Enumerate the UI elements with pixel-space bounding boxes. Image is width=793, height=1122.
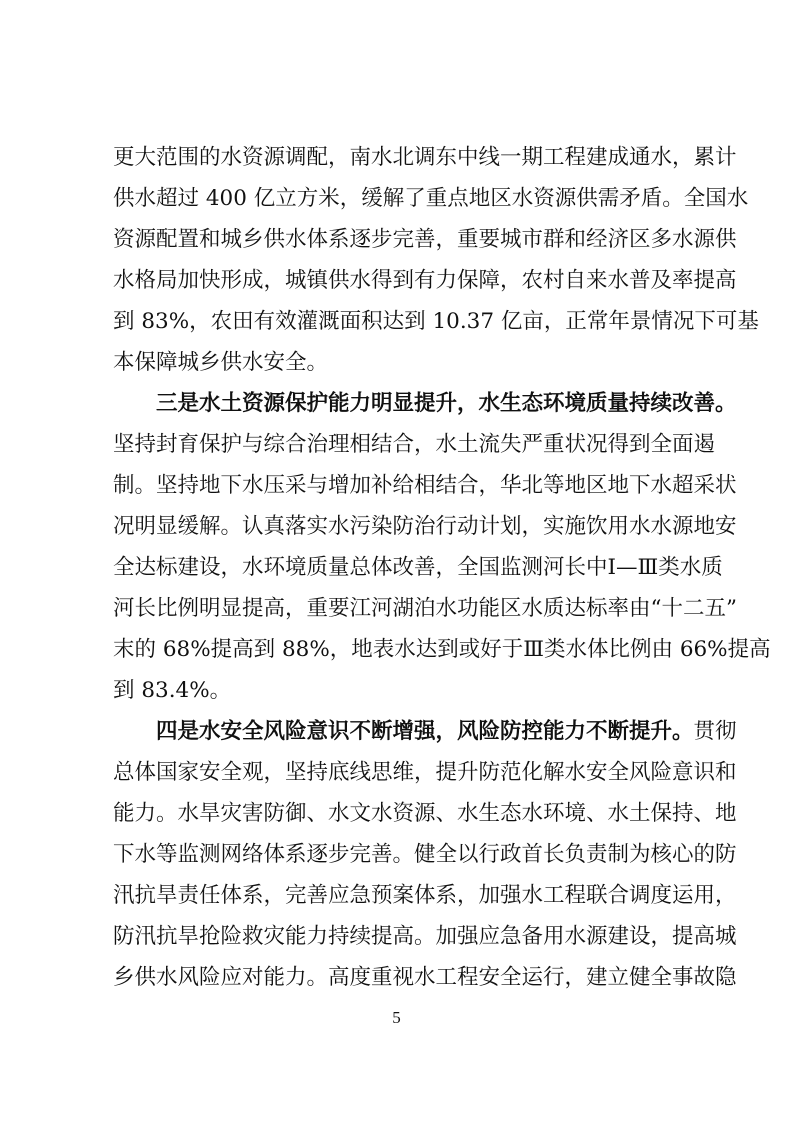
paragraph-3-line-3: 下水等监测网络体系逐步完善。健全以行政首长负责制为核心的防	[113, 842, 737, 867]
paragraph-3-line-5: 防汛抗旱抢险救灾能力持续提高。加强应急备用水源建设，提高城	[113, 924, 737, 949]
paragraph-3-line-1: 总体国家安全观，坚持底线思维，提升防范化解水安全风险意识和	[113, 760, 737, 785]
page-number: 5	[392, 1008, 401, 1027]
paragraph-1-line-1: 更大范围的水资源调配，南水北调东中线一期工程建成通水，累计	[113, 145, 737, 170]
paragraph-2-line-3: 况明显缓解。认真落实水污染防治行动计划，实施饮用水水源地安	[113, 514, 737, 539]
paragraph-2-line-1: 坚持封育保护与综合治理相结合，水土流失严重状况得到全面遏	[113, 432, 716, 457]
paragraph-2-line-5: 河长比例明显提高，重要江河湖泊水功能区水质达标率由“十二五”	[113, 596, 737, 621]
paragraph-1-line-3: 资源配置和城乡供水体系逐步完善，重要城市群和经济区多水源供	[113, 227, 737, 252]
paragraph-3-line-2: 能力。水旱灾害防御、水文水资源、水生态水环境、水土保持、地	[113, 801, 737, 826]
paragraph-2-line-2: 制。坚持地下水压采与增加补给相结合，华北等地区地下水超采状	[113, 473, 737, 498]
paragraph-2-line-6: 末的 68%提高到 88%，地表水达到或好于Ⅲ类水体比例由 66%提高	[113, 637, 771, 662]
paragraph-3-lead-rest: 贯彻	[693, 719, 737, 744]
paragraph-2-lead: 三是水土资源保护能力明显提升，水生态环境质量持续改善。	[156, 391, 737, 416]
paragraph-1-line-5: 到 83%，农田有效灌溉面积达到 10.37 亿亩，正常年景情况下可基	[113, 309, 759, 334]
paragraph-3-lead: 四是水安全风险意识不断增强，风险防控能力不断提升。	[156, 719, 694, 744]
paragraph-3-first-line	[156, 717, 737, 747]
paragraph-1-line-4: 水格局加快形成，城镇供水得到有力保障，农村自来水普及率提高	[113, 268, 737, 293]
paragraph-3-line-4: 汛抗旱责任体系，完善应急预案体系，加强水工程联合调度运用，	[113, 883, 737, 908]
paragraph-1-line-6: 本保障城乡供水安全。	[113, 350, 329, 375]
paragraph-3-line-6: 乡供水风险应对能力。高度重视水工程安全运行，建立健全事故隐	[113, 965, 737, 990]
paragraph-2-line-4: 全达标建设，水环境质量总体改善，全国监测河长中Ⅰ—Ⅲ类水质	[113, 555, 723, 580]
paragraph-2-line-7: 到 83.4%。	[113, 678, 232, 703]
paragraph-1-line-2: 供水超过 400 亿立方米，缓解了重点地区水资源供需矛盾。全国水	[113, 186, 749, 211]
